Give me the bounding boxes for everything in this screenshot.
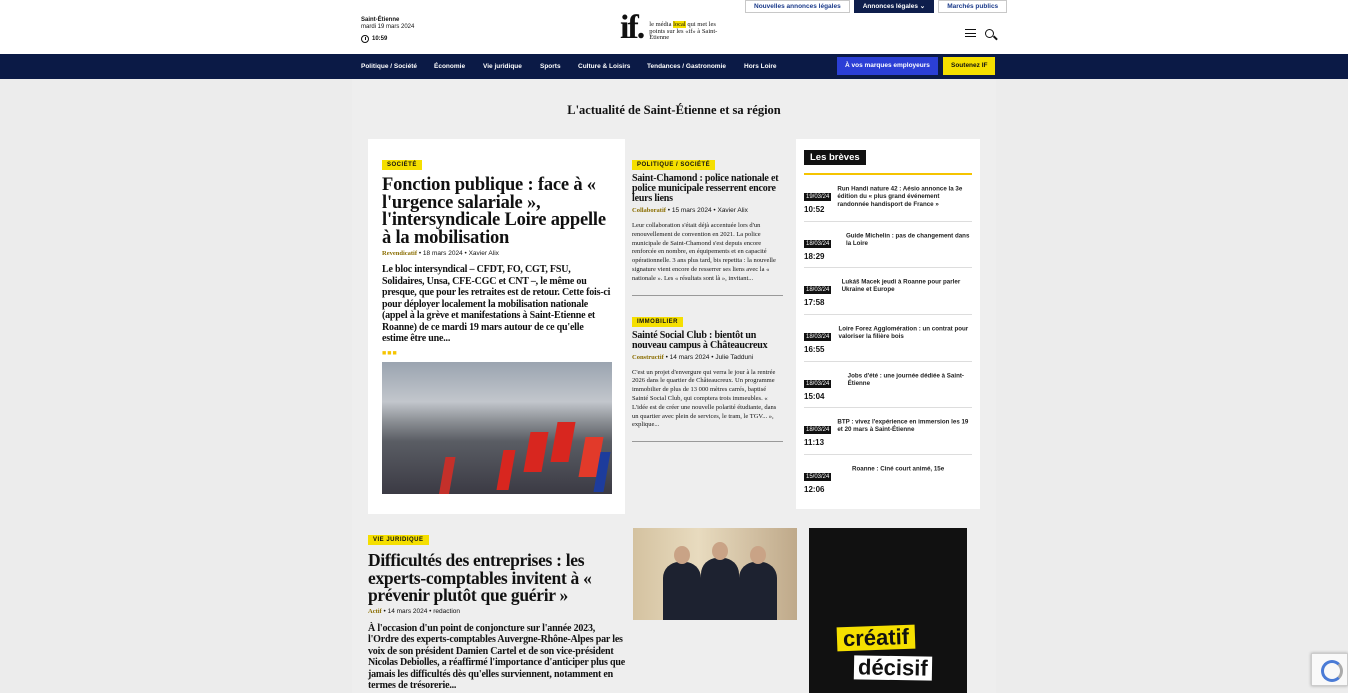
article-date: 15 mars 2024: [671, 207, 712, 214]
article-rubric: Revendicatif: [382, 250, 418, 257]
brief-time: 17:58: [804, 298, 825, 308]
ad-line-1: créatif: [837, 625, 916, 652]
brief-item[interactable]: [804, 175, 972, 222]
brief-time: 10:52: [804, 205, 825, 214]
brief-time: 16:55: [804, 345, 825, 355]
briefs-title: Les brèves: [804, 150, 866, 165]
article-rubric: Actif: [368, 607, 382, 615]
logo-tagline: le média local qui met les points sur les «if» à Saint-Étienne: [649, 21, 718, 41]
brief-title[interactable]: BTP : vivez l'expérience en immersion les 19 et 20 mars à Saint-Étienne: [837, 418, 969, 434]
recaptcha-badge[interactable]: [1311, 653, 1348, 686]
article-date: 18 mars 2024: [422, 250, 463, 257]
briefs-panel: [796, 139, 980, 509]
new-legal-notices-link[interactable]: Nouvelles annonces légales: [745, 0, 850, 13]
time-value: 10:59: [372, 36, 388, 42]
brief-item[interactable]: [804, 315, 972, 362]
brief-date: 18/03/24: [806, 380, 830, 387]
location-date: [361, 17, 414, 31]
article-title[interactable]: Difficultés des entreprises : les experts-comptables invitent à « prévenir plutôt que guérir »: [368, 550, 592, 605]
article-meta: Constructif • 14 mars 2024 • Julie Tadduni: [632, 353, 754, 361]
article-author: Xavier Alix: [717, 207, 748, 214]
brief-date: 18/03/24: [806, 427, 830, 434]
nav-economie[interactable]: Économie: [434, 63, 466, 70]
advertisement-banner[interactable]: [809, 528, 967, 693]
main-nav: [0, 54, 1348, 79]
brief-item[interactable]: [804, 222, 972, 269]
article-tag[interactable]: POLITIQUE / SOCIÉTÉ: [632, 160, 715, 170]
article-experts-comptables[interactable]: [368, 528, 626, 692]
article-tag[interactable]: IMMOBILIER: [632, 317, 683, 327]
article-lead: Le bloc intersyndical – CFDT, FO, CGT, FSU, Solidaires, Unsa, CFE-CGC et CNT –, le même ou presque, que pour les retraites est de retour. Cette fois-ci pour déployer localement la mobilisation nationale (appel à la grève et manifestations à Saint-Etienne et Roanne) de ce mardi 19 mars autour de ce qu'elle estime être une...: [382, 264, 611, 344]
article-author: Xavier Alix: [468, 250, 499, 257]
article-rubric: Collaboratif: [632, 207, 666, 214]
brief-title[interactable]: Guide Michelin : pas de changement dans la Loire: [845, 231, 970, 248]
legal-notices-dropdown[interactable]: Annonces légales ⌄: [854, 0, 935, 13]
article-lead: À l'occasion d'un point de conjoncture sur l'année 2023, l'Ordre des experts-comptables Auvergne-Rhône-Alpes par les voix de son président Damien Cartel et de son vice-président Nicolas Debiolles, a réaffirmé l'importance d'anticiper plus que jamais les difficultés dès qu'elles surviennent, notamment en termes de trésorerie...: [368, 622, 625, 691]
featured-article[interactable]: [368, 139, 625, 514]
brief-time: 15:04: [804, 391, 825, 401]
brief-title[interactable]: Loire Forez Agglomération : un contrat pour valoriser la filière bois: [838, 325, 969, 341]
article-title[interactable]: Saint-Chamond : police nationale et police municipale resserrent encore leurs liens: [632, 173, 779, 204]
experts-comptables-photo[interactable]: [633, 528, 797, 620]
city-name: Saint-Étienne: [361, 17, 400, 23]
nav-sports[interactable]: Sports: [540, 63, 561, 70]
article-date: 14 mars 2024: [669, 353, 710, 361]
article-rubric: Constructif: [632, 353, 664, 361]
article-excerpt: C'est un projet d'envergure qui verra le jour à la rentrée 2026 dans le quartier de Châteaucreux. Un programme immobilier de plus de 13 000 mètres carrés, baptisé Sainté Social Club, qui comptera trois immeubles. « L'idée est de créer une nouvelle polarité étudiante, dans un quartier avec plein de services, le tram, le TGV... », explique...: [632, 368, 777, 429]
brief-title[interactable]: Run Handi nature 42 : Aésio annonce la 3e édition du « plus grand événement randonnée handisport de France »: [837, 185, 963, 209]
nav-tendances-gastronomie[interactable]: Tendances / Gastronomie: [647, 63, 726, 70]
ad-line-2: décisif: [854, 655, 932, 680]
nav-vie-juridique[interactable]: Vie juridique: [483, 63, 522, 70]
briefs-list: [804, 175, 972, 502]
brief-time: 18:29: [804, 251, 825, 261]
brief-date: 18/03/24: [806, 287, 830, 294]
article-tag[interactable]: VIE JURIDIQUE: [368, 535, 429, 545]
brief-title[interactable]: Lukáš Macek jeudi à Roanne pour parler Ukraine et Europe: [841, 278, 961, 294]
employers-button[interactable]: À vos marques employeurs: [837, 57, 938, 75]
brief-item[interactable]: [804, 408, 972, 455]
main-content: [352, 79, 996, 693]
logo-mark: if.: [620, 9, 644, 46]
brief-item[interactable]: [804, 455, 972, 502]
article-sainte-social-club[interactable]: [632, 310, 783, 443]
article-meta: Actif • 14 mars 2024 • redaction: [368, 607, 460, 615]
site-logo[interactable]: [620, 9, 725, 46]
brief-time: 12:06: [804, 485, 825, 495]
brief-time: 11:13: [804, 438, 825, 448]
support-button[interactable]: Soutenez IF: [943, 57, 995, 75]
article-saint-chamond[interactable]: [632, 153, 783, 296]
nav-politique-societe[interactable]: Politique / Société: [361, 63, 417, 70]
brief-date: 15/03/24: [806, 474, 830, 481]
read-more-dots[interactable]: ■■■: [382, 348, 398, 357]
article-title[interactable]: Sainté Social Club : bientôt un nouveau campus à Châteaucreux: [632, 329, 768, 351]
nav-hors-loire[interactable]: Hors Loire: [744, 63, 777, 70]
brief-title[interactable]: Roanne : Ciné court animé, 15e: [852, 465, 945, 473]
brief-title[interactable]: Jobs d'été : une journée dédiée à Saint-Étienne: [847, 371, 964, 388]
article-title[interactable]: Fonction publique : face à « l'urgence salariale », l'intersyndicale Loire appelle à la mobilisation: [382, 175, 606, 248]
brief-date: 19/03/24: [806, 194, 830, 200]
top-links: [745, 0, 1007, 13]
article-date: 14 mars 2024: [387, 607, 428, 615]
page-tagline: L'actualité de Saint-Étienne et sa région: [567, 103, 781, 117]
site-header: [0, 0, 1348, 54]
brief-item[interactable]: [804, 268, 972, 315]
brief-date: 18/03/24: [806, 240, 830, 247]
article-author: redaction: [433, 607, 460, 615]
public-markets-link[interactable]: Marchés publics: [938, 0, 1007, 13]
secondary-articles: [632, 153, 783, 442]
article-meta: Revendicatif • 18 mars 2024 • Xavier Alix: [382, 250, 499, 257]
clock-icon: [361, 35, 369, 43]
current-date: mardi 19 mars 2024: [361, 24, 415, 30]
article-excerpt: Leur collaboration s'était déjà accentuée lors d'un renouvellement de convention en 2021. La police municipale de Saint-Chamond s'est depuis encore renforcée en nombre, en équipements et en capacité opérationnelle. 3 ans plus tard, bis repetita : la nouvelle signature vient encore de resserrer ses liens avec la « nationale ». Les « résultats sont là », invitant...: [632, 222, 776, 282]
article-meta: Collaboratif • 15 mars 2024 • Xavier Alix: [632, 207, 748, 214]
menu-icon[interactable]: [965, 29, 976, 37]
demonstration-photo[interactable]: [382, 362, 612, 494]
current-time: [361, 35, 387, 43]
article-author: Julie Tadduni: [715, 353, 754, 361]
search-icon[interactable]: [985, 29, 994, 38]
nav-culture-loisirs[interactable]: Culture & Loisirs: [578, 63, 631, 70]
brief-item[interactable]: [804, 362, 972, 409]
brief-date: 18/03/24: [806, 334, 830, 341]
divider: [632, 441, 783, 442]
article-tag[interactable]: SOCIÉTÉ: [382, 160, 422, 170]
divider: [632, 295, 783, 296]
